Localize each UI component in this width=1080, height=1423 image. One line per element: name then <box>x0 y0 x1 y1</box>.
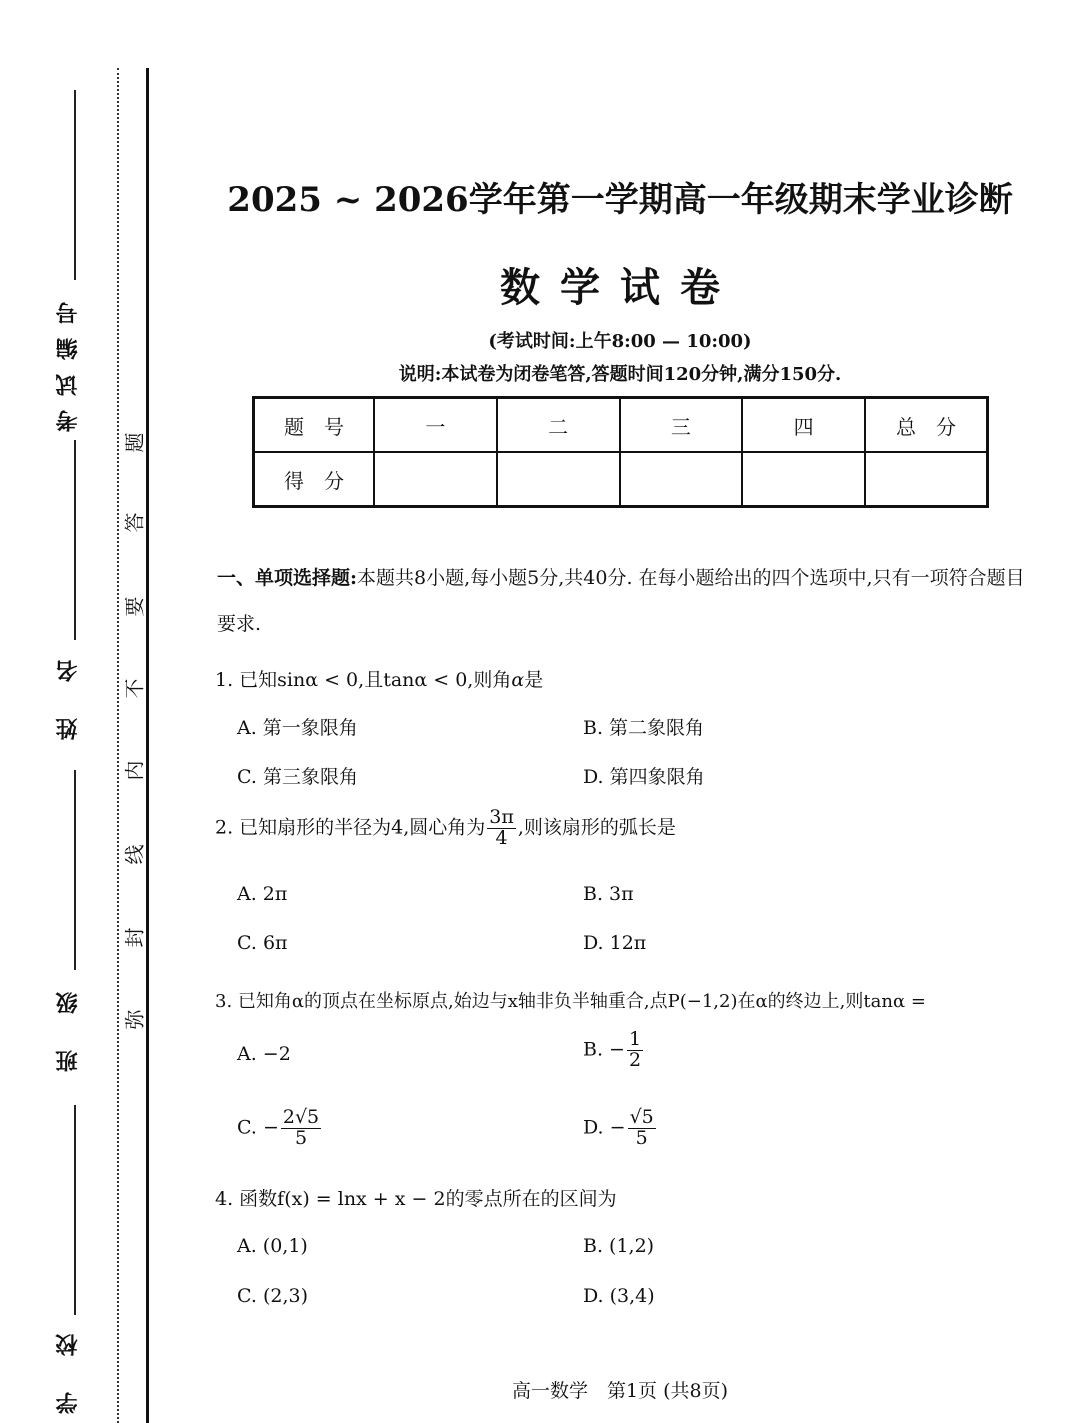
header-cell: 二 <box>497 398 620 453</box>
q3-option-d <box>583 1108 658 1149</box>
q4-option-c: C. (2,3) <box>237 1285 308 1307</box>
seal-char: 内 <box>122 760 147 781</box>
name-label: 姓 名 <box>55 646 81 740</box>
option-prefix: D. − <box>583 1116 626 1139</box>
score-cell[interactable] <box>742 452 865 507</box>
subject-title: 数学试卷 <box>500 265 740 311</box>
option-prefix: B. − <box>583 1038 625 1061</box>
class-fill-line <box>74 770 76 970</box>
q2-option-b: B. 3π <box>583 883 634 905</box>
question-stem: 2. 已知扇形的半径为4,圆心角为 <box>215 816 486 839</box>
exam-no-label: 考试编号 <box>55 288 81 432</box>
score-cell[interactable] <box>620 452 743 507</box>
fraction-numerator: √5 <box>629 1106 654 1128</box>
header-cell: 四 <box>742 398 865 453</box>
q4-option-a: A. (0,1) <box>237 1235 308 1257</box>
school-fill-line <box>74 1105 76 1315</box>
fraction-denominator: 5 <box>294 1126 308 1149</box>
question-3: 3. 已知角α的顶点在坐标原点,始边与x轴非负半轴重合,点P(−1,2)在α的终边上,则tanα = <box>215 991 926 1012</box>
question-4: 4. 函数f(x) = lnx + x − 2的零点所在的区间为 <box>215 1188 617 1210</box>
question-stem-end: ,则该扇形的弧长是 <box>517 816 676 839</box>
exam-title: 2025 ~ 2026学年第一学期高一年级期末学业诊断 <box>227 180 1013 220</box>
q3-option-a: A. −2 <box>237 1043 291 1065</box>
score-table <box>252 396 989 508</box>
header-cell: 三 <box>620 398 743 453</box>
q4-option-d: D. (3,4) <box>583 1285 655 1307</box>
seal-char: 题 <box>122 432 147 453</box>
fraction-numerator: 1 <box>628 1028 642 1050</box>
q1-option-d: D. 第四象限角 <box>583 766 705 788</box>
q3-option-b <box>583 1030 645 1071</box>
class-label: 班 级 <box>55 978 81 1072</box>
q2-option-d: D. 12π <box>583 932 647 954</box>
seal-char: 不 <box>122 678 147 699</box>
fraction-numerator: 3π <box>489 806 514 828</box>
section-text: 本题共8小题,每小题5分,共40分. 在每小题给出的四个选项中,只有一项符合题目要求. <box>217 567 1025 635</box>
row-label-cell: 得 分 <box>254 452 375 507</box>
page-footer: 高一数学 第1页 (共8页) <box>511 1380 729 1402</box>
score-cell[interactable] <box>374 452 497 507</box>
score-table-score-row <box>254 452 988 507</box>
q1-option-b: B. 第二象限角 <box>583 717 705 739</box>
fraction <box>627 1030 643 1071</box>
header-cell: 题 号 <box>254 398 375 453</box>
fold-dotted-line <box>117 68 119 1423</box>
fraction-denominator: 5 <box>635 1126 648 1149</box>
header-cell: 一 <box>374 398 497 453</box>
option-prefix: C. − <box>237 1116 279 1139</box>
score-table-header-row <box>254 398 988 453</box>
fraction <box>487 808 516 849</box>
question-2 <box>215 808 676 849</box>
exam-time: (考试时间:上午8:00 — 10:00) <box>488 331 752 352</box>
q1-option-a: A. 第一象限角 <box>237 717 358 739</box>
seal-char: 要 <box>122 596 147 617</box>
question-stem-end: 是 <box>524 669 544 691</box>
seal-char: 弥 <box>122 1009 147 1030</box>
name-fill-line <box>74 440 76 640</box>
question-var: α <box>511 669 525 691</box>
seal-char: 答 <box>122 512 147 533</box>
header-cell: 总 分 <box>865 398 988 453</box>
question-stem: 1. 已知sinα < 0,且tanα < 0,则角 <box>215 669 512 691</box>
q1-option-c: C. 第三象限角 <box>237 766 358 788</box>
fraction <box>281 1108 321 1149</box>
seal-char: 封 <box>122 927 147 948</box>
binding-solid-line <box>146 68 149 1423</box>
school-label: 学 校 <box>55 1320 81 1414</box>
fraction-numerator: 2√5 <box>282 1106 320 1128</box>
section-heading: 一、单项选择题: <box>217 567 358 589</box>
score-cell[interactable] <box>497 452 620 507</box>
fraction <box>628 1108 656 1149</box>
exam-note: 说明:本试卷为闭卷笔答,答题时间120分钟,满分150分. <box>398 364 842 385</box>
exam-no-fill-line <box>74 90 76 280</box>
section-instructions <box>217 555 1037 647</box>
q4-option-b: B. (1,2) <box>583 1235 655 1257</box>
q2-option-c: C. 6π <box>237 932 288 954</box>
q3-option-c <box>237 1108 323 1149</box>
question-1 <box>215 665 543 692</box>
score-cell[interactable] <box>865 452 988 507</box>
fraction-denominator: 4 <box>495 826 508 849</box>
seal-char: 线 <box>122 844 147 865</box>
q2-option-a: A. 2π <box>237 883 288 905</box>
fraction-denominator: 2 <box>628 1048 642 1071</box>
